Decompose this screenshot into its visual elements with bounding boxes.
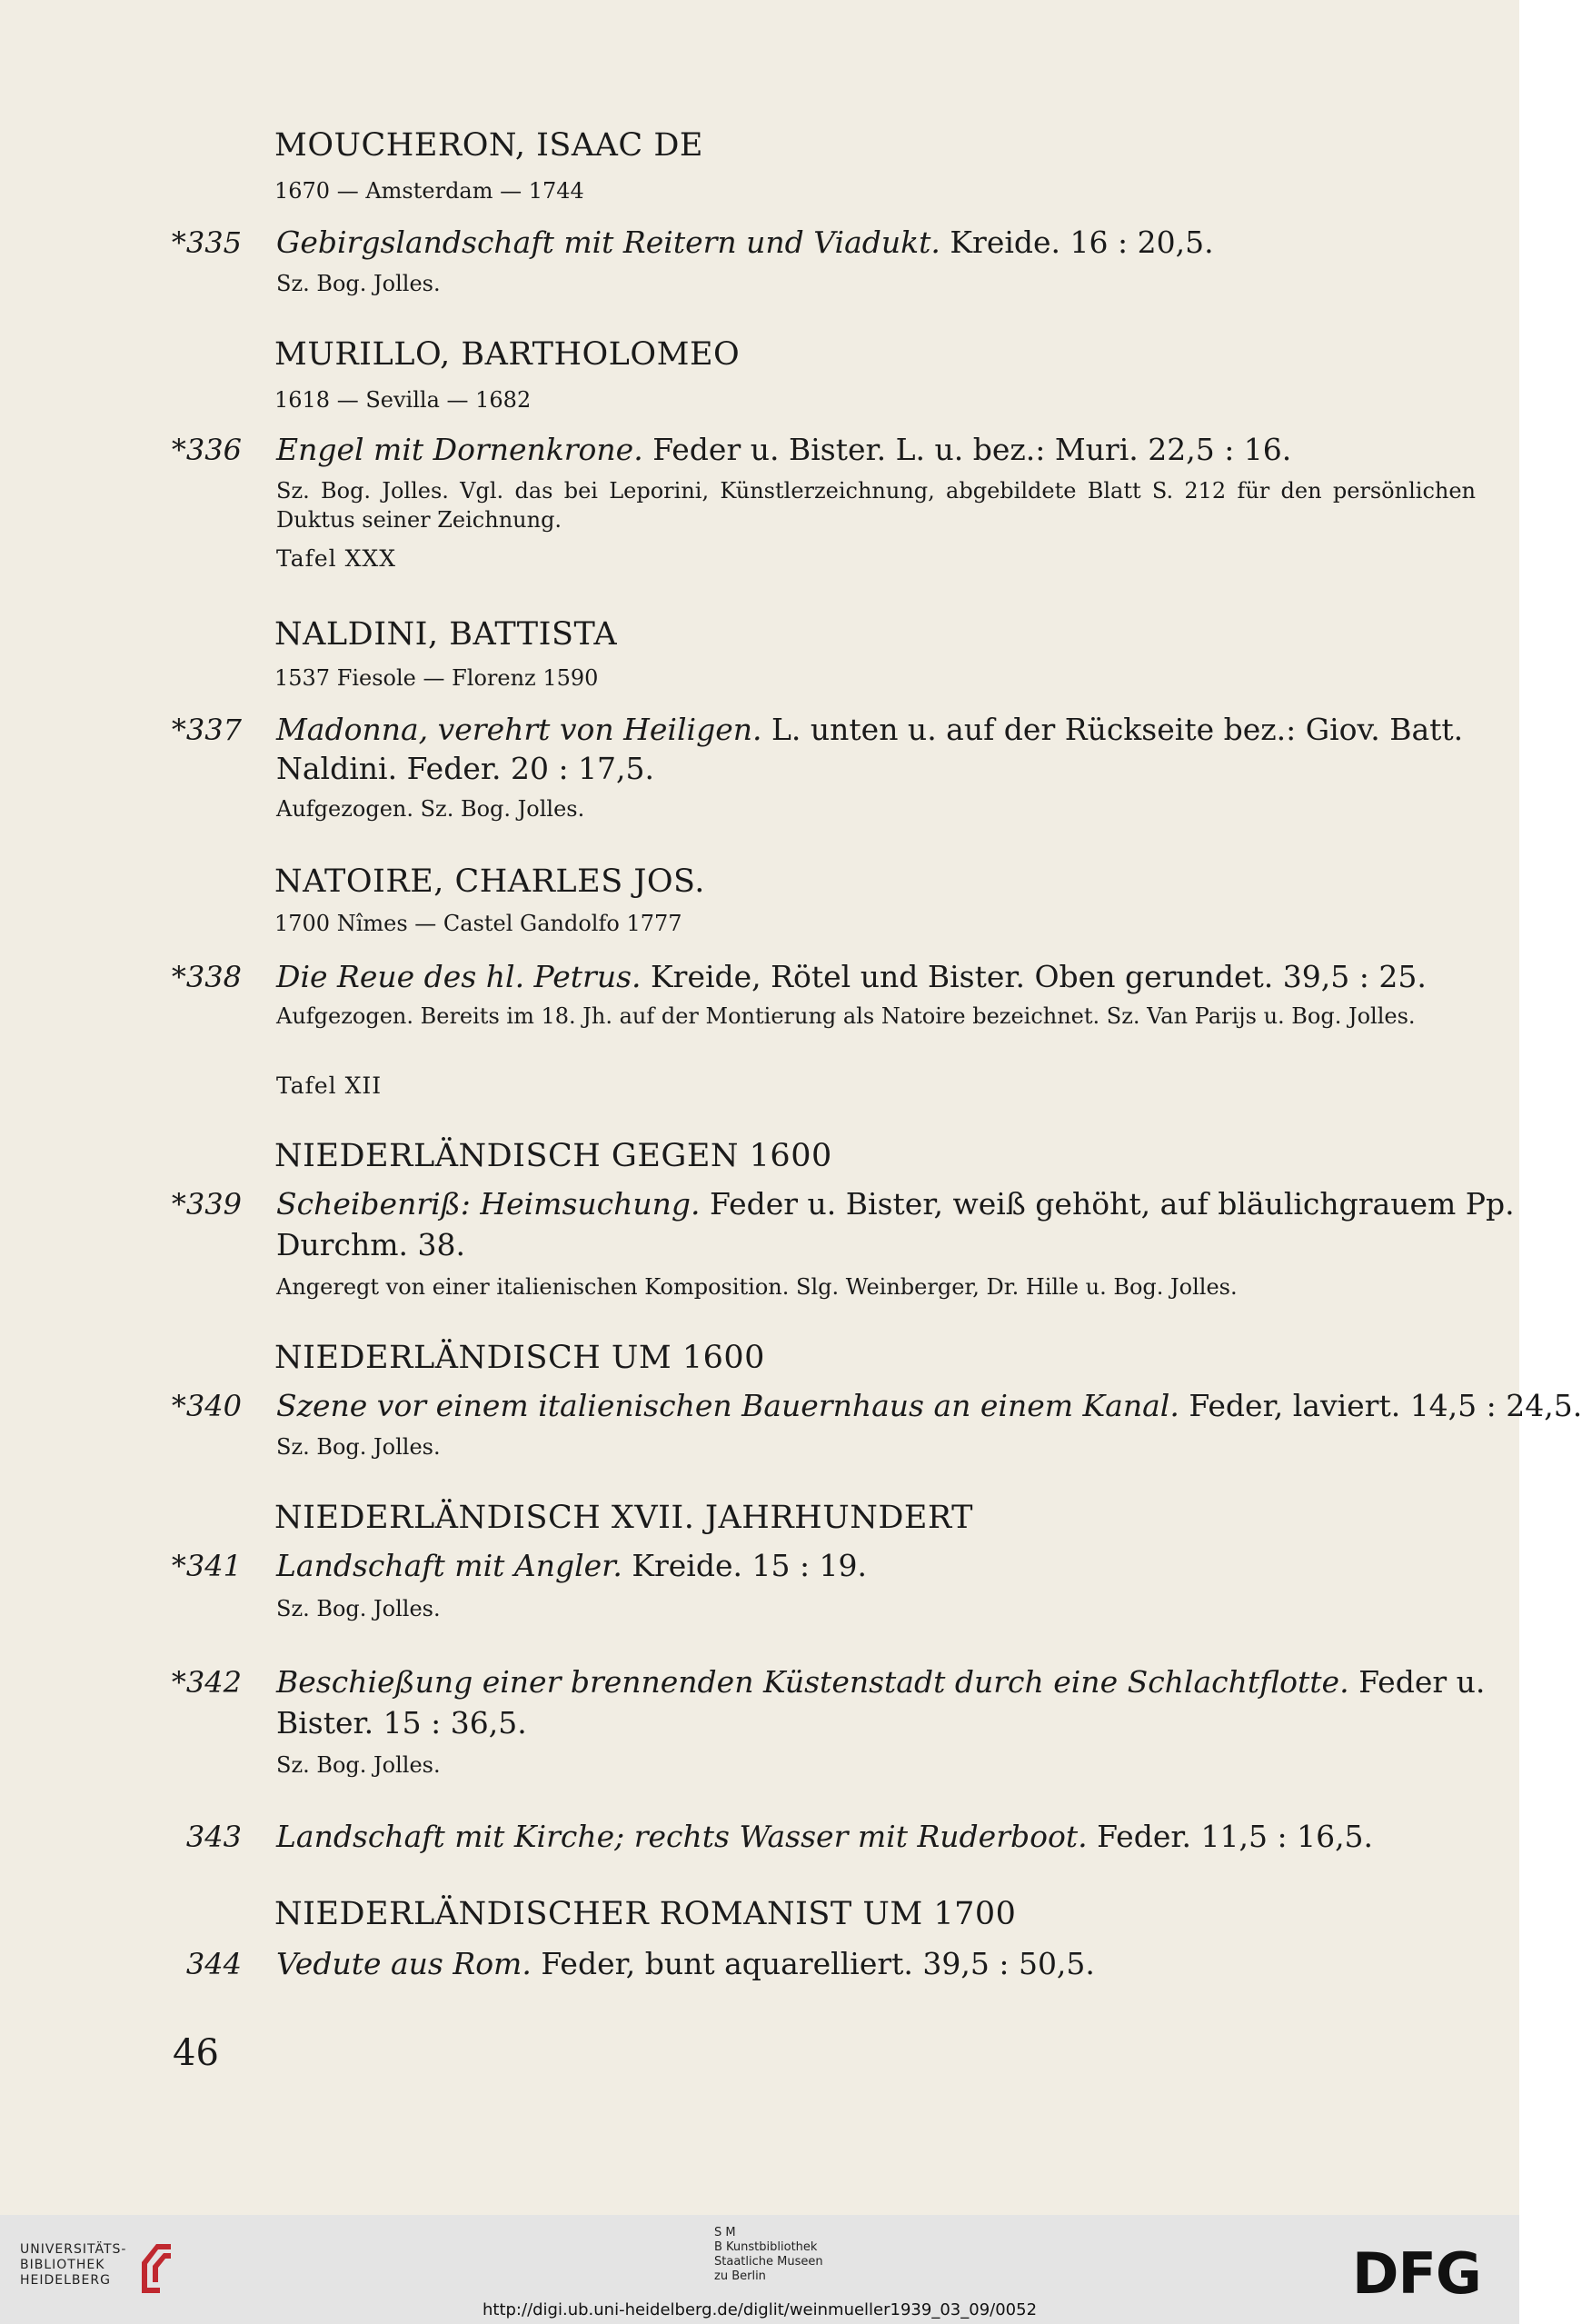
- lot-details: Feder u. Bister. L. u. bez.: Muri. 22,5 : 16.: [652, 432, 1292, 467]
- lot-number: *337: [171, 713, 242, 747]
- lot-title: Gebirgslandschaft mit Reitern und Viadukt.: [276, 224, 940, 260]
- lot-title: Vedute aus Rom.: [276, 1946, 532, 1981]
- lot-number: *342: [171, 1665, 242, 1700]
- lot-details: Kreide, Rötel und Bister. Oben gerundet. 39,5 : 25.: [651, 959, 1427, 994]
- lot-details: Kreide. 16 : 20,5.: [950, 224, 1214, 260]
- section-heading: NIEDERLÄNDISCH GEGEN 1600: [274, 1138, 832, 1174]
- lot-title: Szene vor einem italienischen Bauernhaus an einem Kanal.: [276, 1388, 1179, 1423]
- lot-details-continued: Naldini. Feder. 20 : 17,5.: [276, 751, 655, 786]
- artist-heading: NATOIRE, CHARLES JOS.: [274, 863, 705, 900]
- lot-number: *341: [171, 1549, 242, 1583]
- plate-reference: Tafel XXX: [276, 545, 397, 572]
- artist-heading: MURILLO, BARTHOLOMEO: [274, 336, 741, 373]
- library-line: HEIDELBERG: [20, 2273, 111, 2288]
- artist-dates: 1670 — Amsterdam — 1744: [274, 178, 584, 204]
- lot-description: [276, 712, 1463, 747]
- lot-title: Landschaft mit Angler.: [276, 1548, 622, 1583]
- page-number: 46: [173, 2032, 219, 2074]
- lot-details: Feder u.: [1358, 1664, 1486, 1700]
- lot-title: Madonna, verehrt von Heiligen.: [276, 712, 762, 747]
- section-heading: NIEDERLÄNDISCHER ROMANIST UM 1700: [274, 1896, 1017, 1932]
- plate-reference: Tafel XII: [276, 1072, 383, 1099]
- section-heading: NIEDERLÄNDISCH XVII. JAHRHUNDERT: [274, 1500, 974, 1536]
- lot-note: Aufgezogen. Bereits im 18. Jh. auf der Montierung als Natoire bezeichnet. Sz. Van Parijs u. Bog. Jolles.: [276, 1003, 1416, 1029]
- lot-details: Kreide. 15 : 19.: [632, 1548, 868, 1583]
- lot-title: Die Reue des hl. Petrus.: [276, 959, 642, 994]
- artist-heading: NALDINI, BATTISTA: [274, 616, 618, 653]
- lot-details: Feder, bunt aquarelliert. 39,5 : 50,5.: [541, 1946, 1095, 1981]
- lot-title: Scheibenriß: Heimsuchung.: [276, 1186, 701, 1222]
- lot-description: [276, 959, 1427, 994]
- artist-dates: 1618 — Sevilla — 1682: [274, 387, 532, 413]
- lot-details-continued: Durchm. 38.: [276, 1227, 465, 1262]
- artist-heading: MOUCHERON, ISAAC DE: [274, 127, 703, 164]
- artist-dates: 1537 Fiesole — Florenz 1590: [274, 665, 599, 691]
- lot-number: 343: [185, 1820, 242, 1854]
- lot-details: L. unten u. auf der Rückseite bez.: Giov. Batt.: [771, 712, 1464, 747]
- lot-number: 344: [185, 1947, 242, 1981]
- lot-title: Beschießung einer brennenden Küstenstadt durch eine Schlachtflotte.: [276, 1664, 1349, 1700]
- lot-number: *335: [171, 225, 242, 260]
- lot-details: Feder u. Bister, weiß gehöht, auf bläulichgrauem Pp.: [710, 1186, 1515, 1222]
- lot-description: [276, 1819, 1373, 1854]
- lot-description: [276, 224, 1214, 260]
- lot-number: *336: [171, 433, 242, 467]
- library-line: BIBLIOTHEK: [20, 2258, 105, 2272]
- university-library-logo[interactable]: [20, 2242, 126, 2289]
- smb-line: zu Berlin: [714, 2269, 766, 2283]
- section-heading: NIEDERLÄNDISCH UM 1600: [274, 1340, 765, 1376]
- lot-details: Feder. 11,5 : 16,5.: [1097, 1819, 1374, 1854]
- lot-note: Sz. Bog. Jolles. Vgl. das bei Leporini, Künstlerzeichnung, abgebildete Blatt S. 212 für den persönlichen Duktus seiner Zeichnung.: [276, 478, 1476, 533]
- permalink-url[interactable]: http://digi.ub.uni-heidelberg.de/diglit/weinmueller1939_03_09/0052: [482, 2300, 1038, 2319]
- lot-number: *339: [171, 1187, 242, 1222]
- lot-description: [276, 1186, 1515, 1222]
- artist-dates: 1700 Nîmes — Castel Gandolfo 1777: [274, 911, 682, 936]
- lot-note: Sz. Bog. Jolles.: [276, 1752, 441, 1778]
- lot-note: Angeregt von einer italienischen Komposition. Slg. Weinberger, Dr. Hille u. Bog. Jolles.: [276, 1274, 1238, 1300]
- lot-details: Feder, laviert. 14,5 : 24,5.: [1189, 1388, 1582, 1423]
- lot-number: *338: [171, 960, 242, 994]
- lot-note: Aufgezogen. Sz. Bog. Jolles.: [276, 796, 585, 822]
- dfg-logo[interactable]: DFG: [1352, 2240, 1481, 2307]
- smb-line: Staatliche Museen: [714, 2255, 823, 2269]
- lot-title: Engel mit Dornenkrone.: [276, 432, 643, 467]
- lot-title: Landschaft mit Kirche; rechts Wasser mit Ruderboot.: [276, 1819, 1088, 1854]
- smb-line: B Kunstbibliothek: [714, 2240, 818, 2254]
- lot-description: [276, 1388, 1582, 1423]
- university-library-mark-icon: [136, 2240, 174, 2295]
- smb-kunstbibliothek-logo[interactable]: [714, 2226, 823, 2284]
- lot-description: [276, 1946, 1095, 1981]
- lot-note: Sz. Bog. Jolles.: [276, 1596, 441, 1621]
- lot-number: *340: [171, 1389, 242, 1423]
- lot-description: [276, 1548, 867, 1583]
- smb-line: S M: [714, 2226, 736, 2239]
- lot-details-continued: Bister. 15 : 36,5.: [276, 1705, 527, 1741]
- library-line: UNIVERSITÄTS-: [20, 2242, 127, 2257]
- lot-description: [276, 432, 1291, 467]
- viewer-footer: [0, 2215, 1519, 2324]
- lot-description: [276, 1664, 1485, 1700]
- lot-note: Sz. Bog. Jolles.: [276, 271, 441, 296]
- lot-note: Sz. Bog. Jolles.: [276, 1434, 441, 1460]
